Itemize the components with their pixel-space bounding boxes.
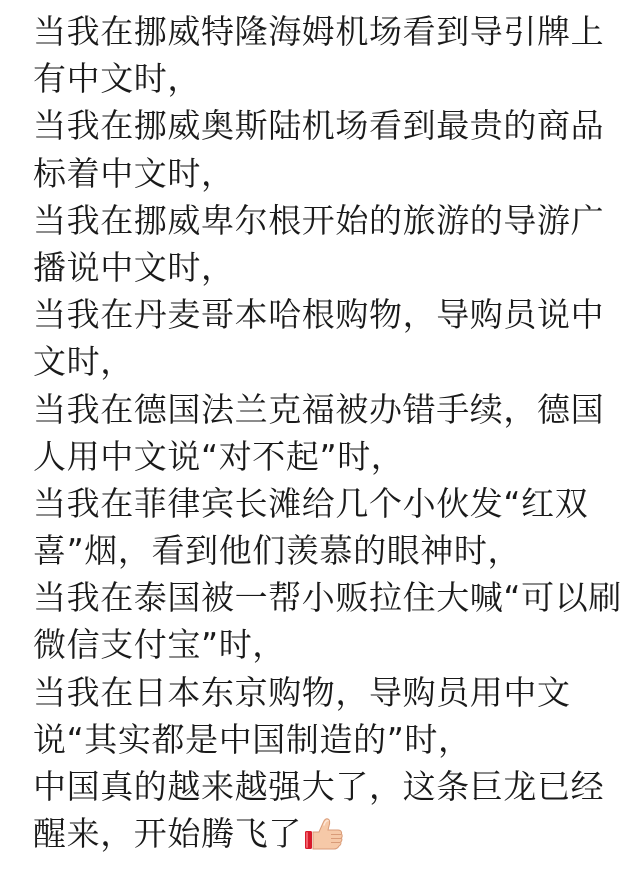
post-line-text: 醒来，开始腾飞了 bbox=[33, 814, 302, 854]
post-line: 当我在泰国被一帮小贩拉住大喊“可以刷 bbox=[33, 578, 622, 618]
post-line-last bbox=[33, 810, 633, 857]
post-line: 当我在菲律宾长滩给几个小伙发“红双 bbox=[33, 483, 589, 523]
post-body bbox=[33, 8, 633, 857]
post-line: 当我在挪威特隆海姆机场看到导引牌上 bbox=[33, 12, 605, 51]
post-line: 说“其实都是中国制造的”时， bbox=[33, 719, 472, 759]
post-line: 喜”烟，看到他们羡慕的眼神时， bbox=[33, 531, 522, 571]
post-line: 当我在丹麦哥本哈根购物，导购员说中 bbox=[33, 295, 605, 335]
post-line: 人用中文说“对不起”时， bbox=[33, 436, 405, 476]
post-line: 当我在挪威卑尔根开始的旅游的导游广 bbox=[33, 200, 605, 240]
post-line: 当我在德国法兰克福被办错手续，德国 bbox=[33, 389, 605, 429]
post-line: 当我在日本东京购物，导购员用中文 bbox=[33, 672, 571, 712]
thumbs-up-icon bbox=[304, 817, 344, 851]
post-line: 标着中文时， bbox=[33, 153, 235, 193]
post-line: 文时， bbox=[33, 342, 134, 382]
post-line: 有中文时， bbox=[33, 59, 201, 99]
post-line: 微信支付宝”时， bbox=[33, 625, 286, 665]
post-line: 播说中文时， bbox=[33, 247, 235, 287]
post-line: 中国真的越来越强大了，这条巨龙已经 bbox=[33, 767, 605, 806]
post-line: 当我在挪威奥斯陆机场看到最贵的商品 bbox=[33, 106, 605, 146]
